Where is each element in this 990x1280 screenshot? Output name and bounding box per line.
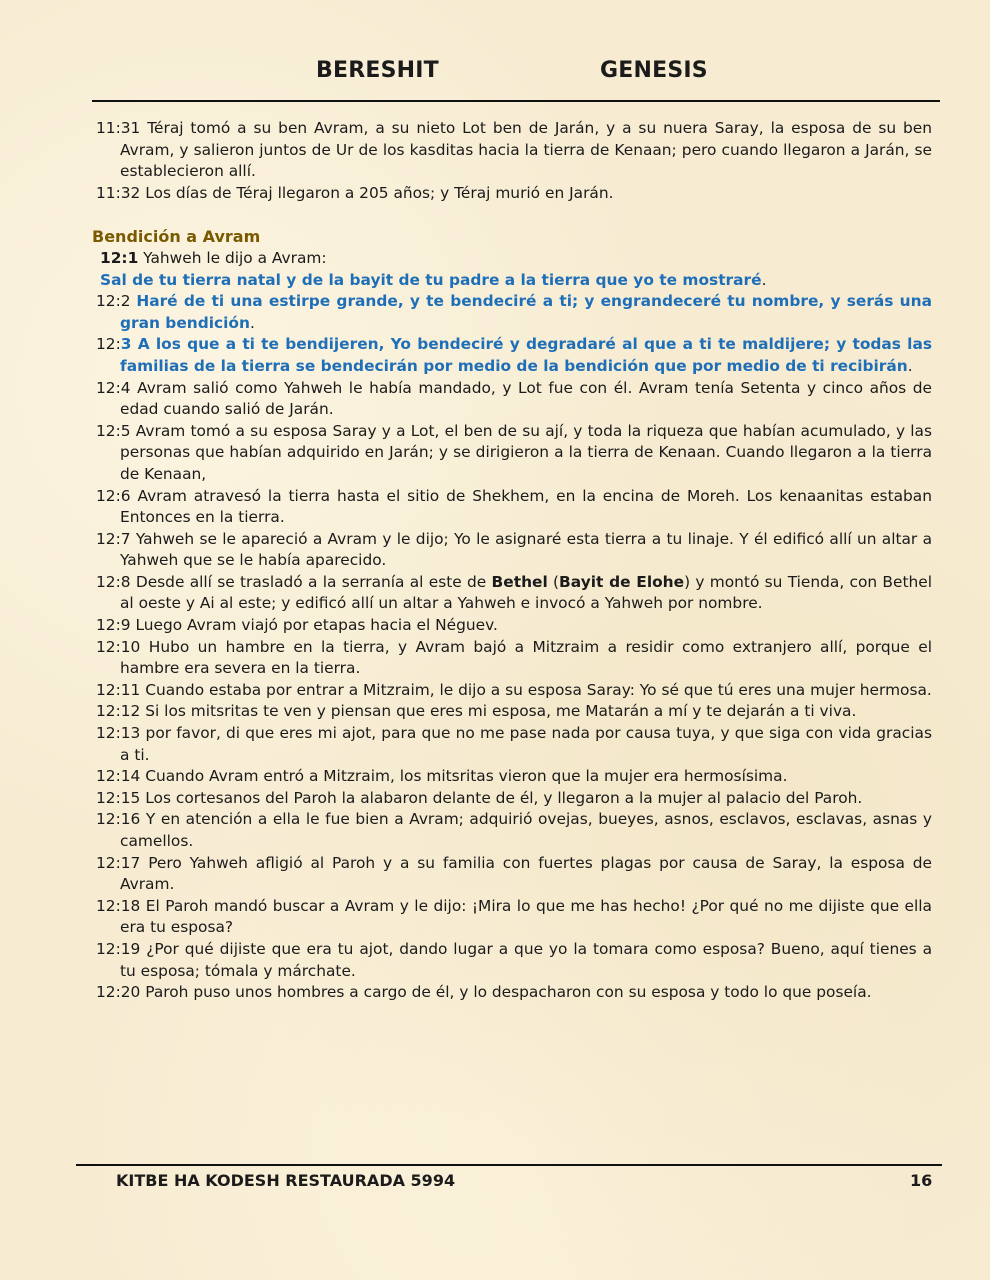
verse-12-12: 12:12 Si los mitsritas te ven y piensan que eres mi esposa, me Matarán a mí y te dejarán a ti viva. (96, 702, 857, 721)
verse-text: 12:8 Desde allí se trasladó a la serranía al este de (96, 572, 492, 591)
verse-ref: 12: (96, 335, 121, 354)
verse-12-13: 12:13 por favor, di que eres mi ajot, para que no me pase nada por causa tuya, y que siga con vida gracias a ti. (96, 724, 932, 764)
verse-12-14: 12:14 Cuando Avram entró a Mitzraim, los mitsritas vieron que la mujer era hermosísima. (96, 767, 788, 786)
divine-speech: Haré de ti una estirpe grande, y te bendeciré a ti; y engrandeceré tu nombre, y serás una gran bendición (120, 292, 932, 332)
verse-12-16: 12:16 Y en atención a ella le fue bien a Avram; adquirió ovejas, bueyes, asnos, esclavos, esclavas, asnas y camellos. (96, 810, 932, 850)
verse-12-15: 12:15 Los cortesanos del Paroh la alabaron delante de él, y llegaron a la mujer al palacio del Paroh. (96, 788, 863, 807)
place-name: Bethel (491, 572, 548, 591)
verse-ref: 12:2 (96, 292, 137, 311)
verse-12-5: 12:5 Avram tomó a su esposa Saray y a Lot, el ben de su ají, y toda la riqueza que habían acumulado, y las personas que habían adquirido en Jarán; y se dirigieron a la tierra de Kenaan. Cuando llegaron a la tierra de Kenaan, (96, 421, 932, 483)
punctuation: . (249, 313, 255, 332)
punctuation: . (907, 356, 913, 375)
verse-12-7: 12:7 Yahweh se le apareció a Avram y le dijo; Yo le asignaré esta tierra a tu linaje. Y él edificó allí un altar a Yahweh que se le había aparecido. (96, 529, 932, 570)
verse-11-32: 11:32 Los días de Téraj llegaron a 205 años; y Téraj murió en Jarán. (96, 183, 614, 202)
verse-12-10: 12:10 Hubo un hambre en la tierra, y Avram bajó a Mitzraim a residir como extranjero allí, porque el hambre era severa en la tierra. (96, 637, 932, 678)
verse-12-8 (96, 572, 932, 615)
page-number: 16 (910, 1171, 933, 1190)
spacer (96, 204, 932, 226)
verse-12-11: 12:11 Cuando estaba por entrar a Mitzraim, le dijo a su esposa Saray: Yo sé que tú eres una mujer hermosa. (96, 680, 932, 699)
header-book-title: BERESHIT (316, 58, 439, 83)
verse-12-18: 12:18 El Paroh mandó buscar a Avram y le dijo: ¡Mira lo que me has hecho! ¿Por qué no me dijiste que ella era tu esposa? (96, 896, 932, 937)
header-book-title-english: GENESIS (600, 58, 708, 83)
footer-title: KITBE HA KODESH RESTAURADA 5994 (116, 1171, 456, 1190)
page-body (92, 118, 932, 1004)
verse-text: Yahweh le dijo a Avram: (138, 248, 327, 267)
header-divider (92, 100, 940, 102)
verse-12-1 (96, 248, 932, 270)
verse-text: ) y montó su Tienda, con Bethel al oeste y Ai al este; y edificó allí un altar a Yahweh e invocó a Yahweh por nombre. (120, 572, 932, 613)
verse-12-17: 12:17 Pero Yahweh afligió al Paroh y a su familia con fuertes plagas por causa de Saray, la esposa de Avram. (96, 853, 932, 894)
page-header (0, 58, 990, 88)
verse-text: ( (547, 572, 560, 591)
verse-12-3 (96, 334, 932, 377)
verse-11-31: 11:31 Téraj tomó a su ben Avram, a su nieto Lot ben de Jarán, y a su nuera Saray, la esposa de su ben Avram, y salieron juntos de Ur de los kasditas hacia la tierra de Kenaan; pero cuando llegaron a Jarán, se establecieron allí. (96, 119, 932, 181)
verse-ref: 12:1 (100, 248, 139, 267)
footer-divider (76, 1164, 942, 1166)
verse-12-1-quote (96, 270, 932, 292)
verse-12-2 (96, 291, 932, 334)
verse-12-9: 12:9 Luego Avram viajó por etapas hacia el Néguev. (96, 616, 498, 635)
divine-speech: Sal de tu tierra natal y de la bayit de tu padre a la tierra que yo te mostraré (100, 270, 762, 289)
place-name-meaning: Bayit de Elohe (559, 572, 685, 591)
section-title: Bendición a Avram (92, 227, 261, 247)
divine-speech: 3 A los que a ti te bendijeren, Yo bendeciré y degradaré al que a ti te maldijere; y todas las familias de la tierra se bendecirán por medio de la bendición que por medio de ti recibirán (120, 335, 932, 375)
verse-12-6: 12:6 Avram atravesó la tierra hasta el sitio de Shekhem, en la encina de Moreh. Los kenaanitas estaban Entonces en la tierra. (96, 486, 932, 527)
verse-12-19: 12:19 ¿Por qué dijiste que era tu ajot, dando lugar a que yo la tomara como esposa? Bueno, aquí tienes a tu esposa; tómala y márchate. (96, 939, 932, 980)
punctuation: . (761, 270, 767, 289)
verse-12-20: 12:20 Paroh puso unos hombres a cargo de él, y lo despacharon con su esposa y todo lo que poseía. (96, 983, 872, 1002)
verse-12-4: 12:4 Avram salió como Yahweh le había mandado, y Lot fue con él. Avram tenía Setenta y cinco años de edad cuando salió de Jarán. (96, 378, 932, 419)
